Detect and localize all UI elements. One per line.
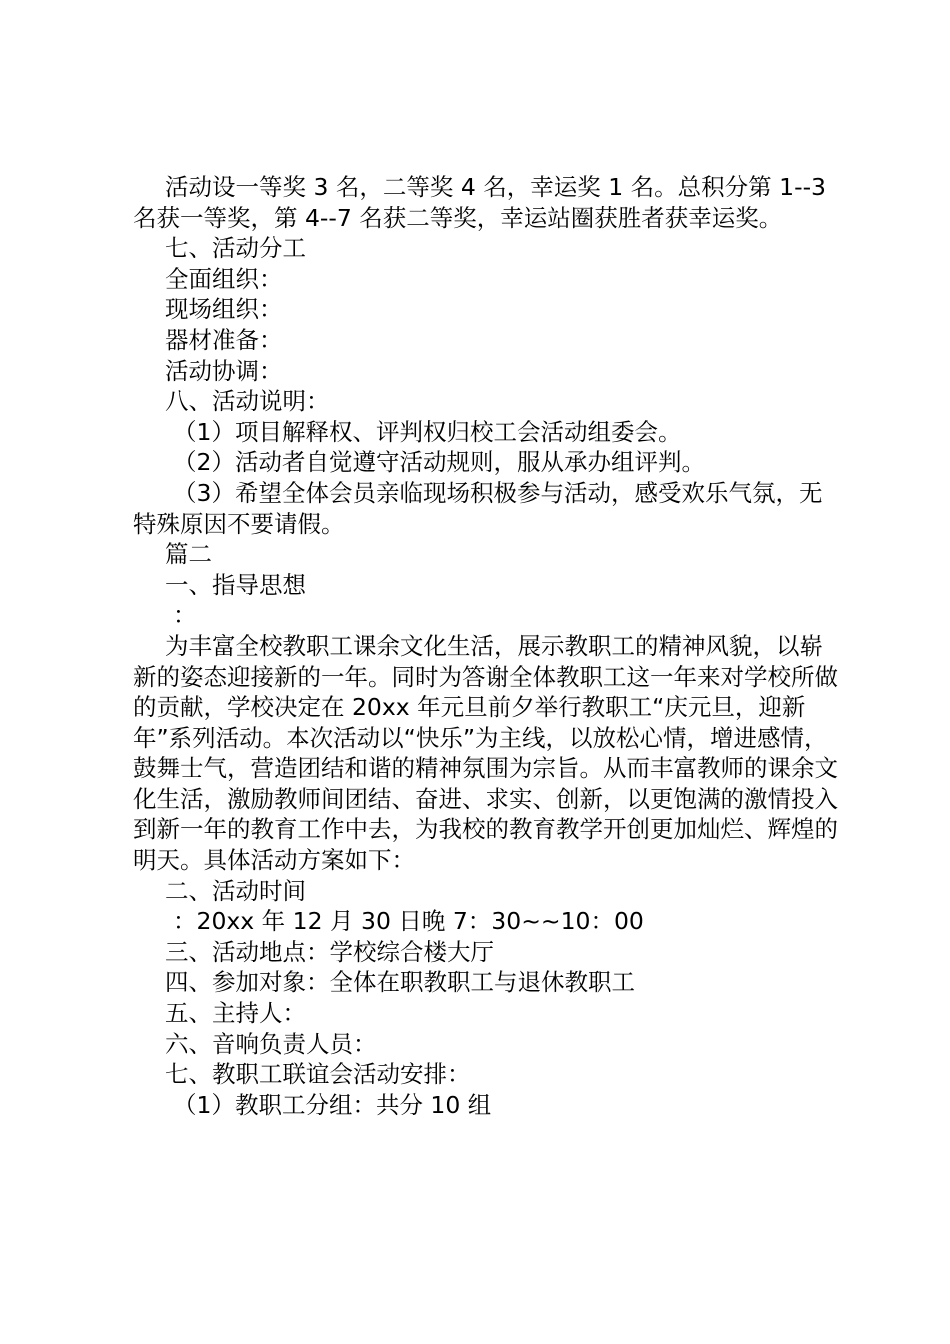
note-item-2: （2）活动者自觉遵守活动规则，服从承办组评判。: [173, 448, 705, 477]
section-heading-notes: 八、活动说明：: [165, 387, 330, 416]
role-overall-organization: 全面组织：: [165, 264, 283, 293]
part-two-title: 篇二: [165, 540, 212, 569]
event-sound-staff: 六、音响负责人员：: [165, 1029, 377, 1058]
event-participants: 四、参加对象：全体在职教职工与退休教职工: [165, 968, 635, 997]
arrangement-item-1: （1）教职工分组：共分 10 组: [173, 1090, 492, 1119]
document-body: [133, 172, 843, 1120]
section-heading-arrangement: 七、教职工联谊会活动安排：: [165, 1060, 471, 1089]
role-equipment: 器材准备：: [165, 325, 283, 354]
award-paragraph: 活动设一等奖 3 名，二等奖 4 名，幸运奖 1 名。总积分第 1--3 名获一等奖，第 4--7 名获二等奖，幸运站圈获胜者获幸运奖。: [133, 173, 827, 232]
note-item-1: （1）项目解释权、评判权归校工会活动组委会。: [173, 417, 682, 446]
role-coordination: 活动协调：: [165, 356, 283, 385]
event-host: 五、主持人：: [165, 999, 306, 1028]
guiding-thought-paragraph: 为丰富全校教职工课余文化生活，展示教职工的精神风貌，以崭新的姿态迎接新的一年。同时为答谢全体教职工这一年来对学校所做的贡献，学校决定在 20xx 年元旦前夕举行教职工“庆元旦，迎新年”系列活动。本次活动以“快乐”为主线，以放松心情，增进感情，鼓舞士气，营造团结和谐的精神氛围为宗旨。从而丰富教师的课余文化生活，激励教师间团结、奋进、求实、创新，以更饱满的激情投入到新一年的教育工作中去，为我校的教育教学开创更加灿烂、辉煌的明天。具体活动方案如下：: [133, 631, 838, 875]
section-heading-guiding-thought: 一、指导思想: [165, 570, 306, 599]
note-item-3: （3）希望全体会员亲临现场积极参与活动，感受欢乐气氛，无特殊原因不要请假。: [133, 478, 823, 538]
section-heading-division: 七、活动分工: [165, 234, 306, 263]
role-onsite-organization: 现场组织：: [165, 295, 283, 324]
event-time-value: ：20xx 年 12 月 30 日晚 7：30~~10：00: [173, 907, 644, 936]
section-heading-time: 二、活动时间: [165, 876, 306, 905]
event-location: 三、活动地点：学校综合楼大厅: [165, 937, 494, 966]
colon-line: ：: [173, 601, 197, 630]
